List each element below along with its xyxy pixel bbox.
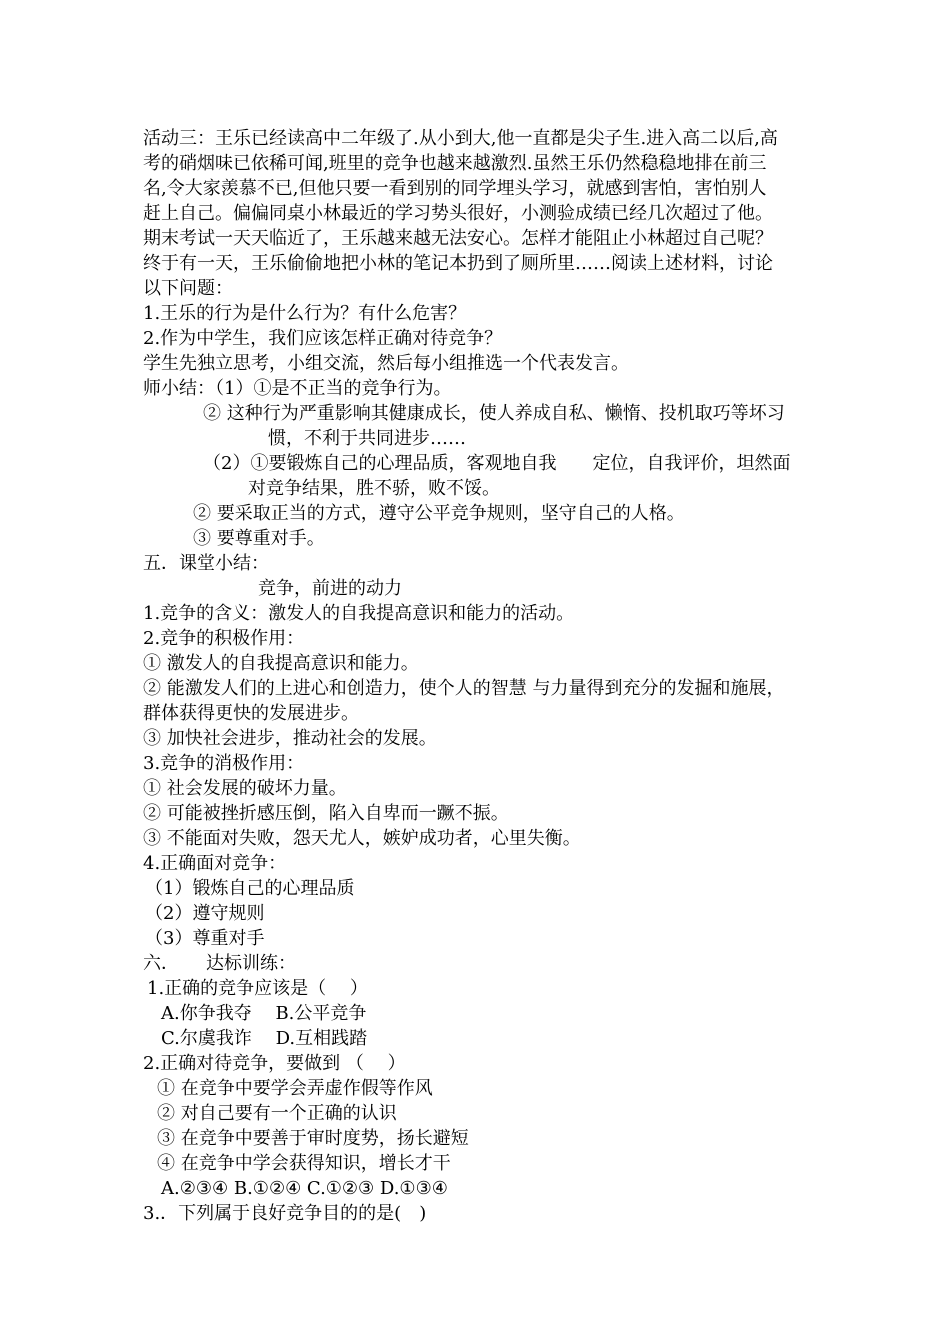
exercise-statement: ③ 在竞争中要善于审时度势，扬长避短 bbox=[157, 1128, 469, 1149]
exercise-question-1: 1.正确的竞争应该是（ ） bbox=[147, 978, 368, 999]
exercise-question-3: 3.．下列属于良好竞争目的的是( ) bbox=[143, 1203, 427, 1224]
activity-intro-line: 活动三：王乐已经读高中二年级了.从小到大,他一直都是尖子生.进入高二以后,高 bbox=[143, 128, 778, 149]
summary-subitem: ③ 不能面对失败，怨天尤人，嫉妒成功者，心里失衡。 bbox=[143, 828, 581, 849]
summary-item: 2.竞争的积极作用： bbox=[143, 628, 305, 649]
exercise-statement: ④ 在竞争中学会获得知识，增长才干 bbox=[157, 1153, 451, 1174]
section-six-heading: 六． 达标训练： bbox=[143, 953, 296, 974]
teacher-summary-point-cont: 惯，不利于共同进步…… bbox=[268, 428, 466, 449]
teacher-summary-point: ② 这种行为严重影响其健康成长，使人养成自私、懒惰、投机取巧等坏习 bbox=[203, 403, 785, 424]
summary-subitem-cont: 群体获得更快的发展进步。 bbox=[143, 703, 359, 724]
teacher-summary-point-cont: 对竞争结果，胜不骄，败不馁。 bbox=[248, 478, 500, 499]
teacher-summary-point: ③ 要尊重对手。 bbox=[193, 528, 325, 549]
activity-intro-line: 赶上自己。偏偏同桌小林最近的学习势头很好，小测验成绩已经几次超过了他。 bbox=[143, 203, 773, 224]
exercise-question-2: 2.正确对待竞争，要做到 （ ） bbox=[143, 1053, 406, 1074]
teacher-summary-point: （2）①要锻炼自己的心理品质，客观地自我 定位，自我评价，坦然面 bbox=[203, 453, 791, 474]
activity-intro-line: 以下问题： bbox=[143, 278, 233, 299]
teacher-summary-point: ② 要采取正当的方式，遵守公平竞争规则，坚守自己的人格。 bbox=[193, 503, 685, 524]
exercise-options: A.你争我夺 B.公平竞争 bbox=[161, 1003, 367, 1024]
activity-intro-line: 期末考试一天天临近了，王乐越来越无法安心。怎样才能阻止小林超过自己呢？ bbox=[143, 228, 773, 249]
summary-item: 1.竞争的含义：激发人的自我提高意识和能力的活动。 bbox=[143, 603, 575, 624]
document-body bbox=[143, 126, 823, 1226]
activity-intro-line: 终于有一天，王乐偷偷地把小林的笔记本扔到了厕所里……阅读上述材料，讨论 bbox=[143, 253, 773, 274]
summary-subitem: ② 能激发人们的上进心和创造力，使个人的智慧 与力量得到充分的发掘和施展， bbox=[143, 678, 785, 699]
summary-subitem: ① 社会发展的破坏力量。 bbox=[143, 778, 347, 799]
exercise-options: A.②③④ B.①②④ C.①②③ D.①③④ bbox=[161, 1178, 448, 1199]
summary-subitem: ① 激发人的自我提高意识和能力。 bbox=[143, 653, 419, 674]
exercise-statement: ① 在竞争中要学会弄虚作假等作风 bbox=[157, 1078, 433, 1099]
summary-subitem: （3）尊重对手 bbox=[145, 928, 265, 949]
discussion-question-1: 1.王乐的行为是什么行为？有什么危害？ bbox=[143, 303, 467, 324]
section-five-heading: 五．课堂小结： bbox=[143, 553, 269, 574]
exercise-options: C.尔虞我诈 D.互相践踏 bbox=[161, 1028, 368, 1049]
summary-subitem: （1）锻炼自己的心理品质 bbox=[145, 878, 355, 899]
activity-intro-line: 考的硝烟味已依稀可闻,班里的竞争也越来越激烈.虽然王乐仍然稳稳地排在前三 bbox=[143, 153, 767, 174]
summary-item: 3.竞争的消极作用： bbox=[143, 753, 305, 774]
exercise-statement: ② 对自己要有一个正确的认识 bbox=[157, 1103, 397, 1124]
teacher-summary-head: 师小结：（1）①是不正当的竞争行为。 bbox=[143, 378, 452, 399]
discussion-question-2: 2.作为中学生，我们应该怎样正确对待竞争？ bbox=[143, 328, 503, 349]
activity-three-passage bbox=[143, 126, 823, 301]
summary-subitem: ③ 加快社会进步，推动社会的发展。 bbox=[143, 728, 437, 749]
summary-subitem: ② 可能被挫折感压倒，陷入自卑而一蹶不振。 bbox=[143, 803, 509, 824]
summary-subitem: （2）遵守规则 bbox=[145, 903, 265, 924]
activity-intro-line: 名,令大家羡慕不已,但他只要一看到别的同学埋头学习，就感到害怕，害怕别人 bbox=[143, 178, 767, 199]
summary-title: 竞争，前进的动力 bbox=[258, 578, 402, 599]
discussion-method: 学生先独立思考，小组交流，然后每小组推选一个代表发言。 bbox=[143, 353, 629, 374]
summary-item: 4.正确面对竞争： bbox=[143, 853, 287, 874]
